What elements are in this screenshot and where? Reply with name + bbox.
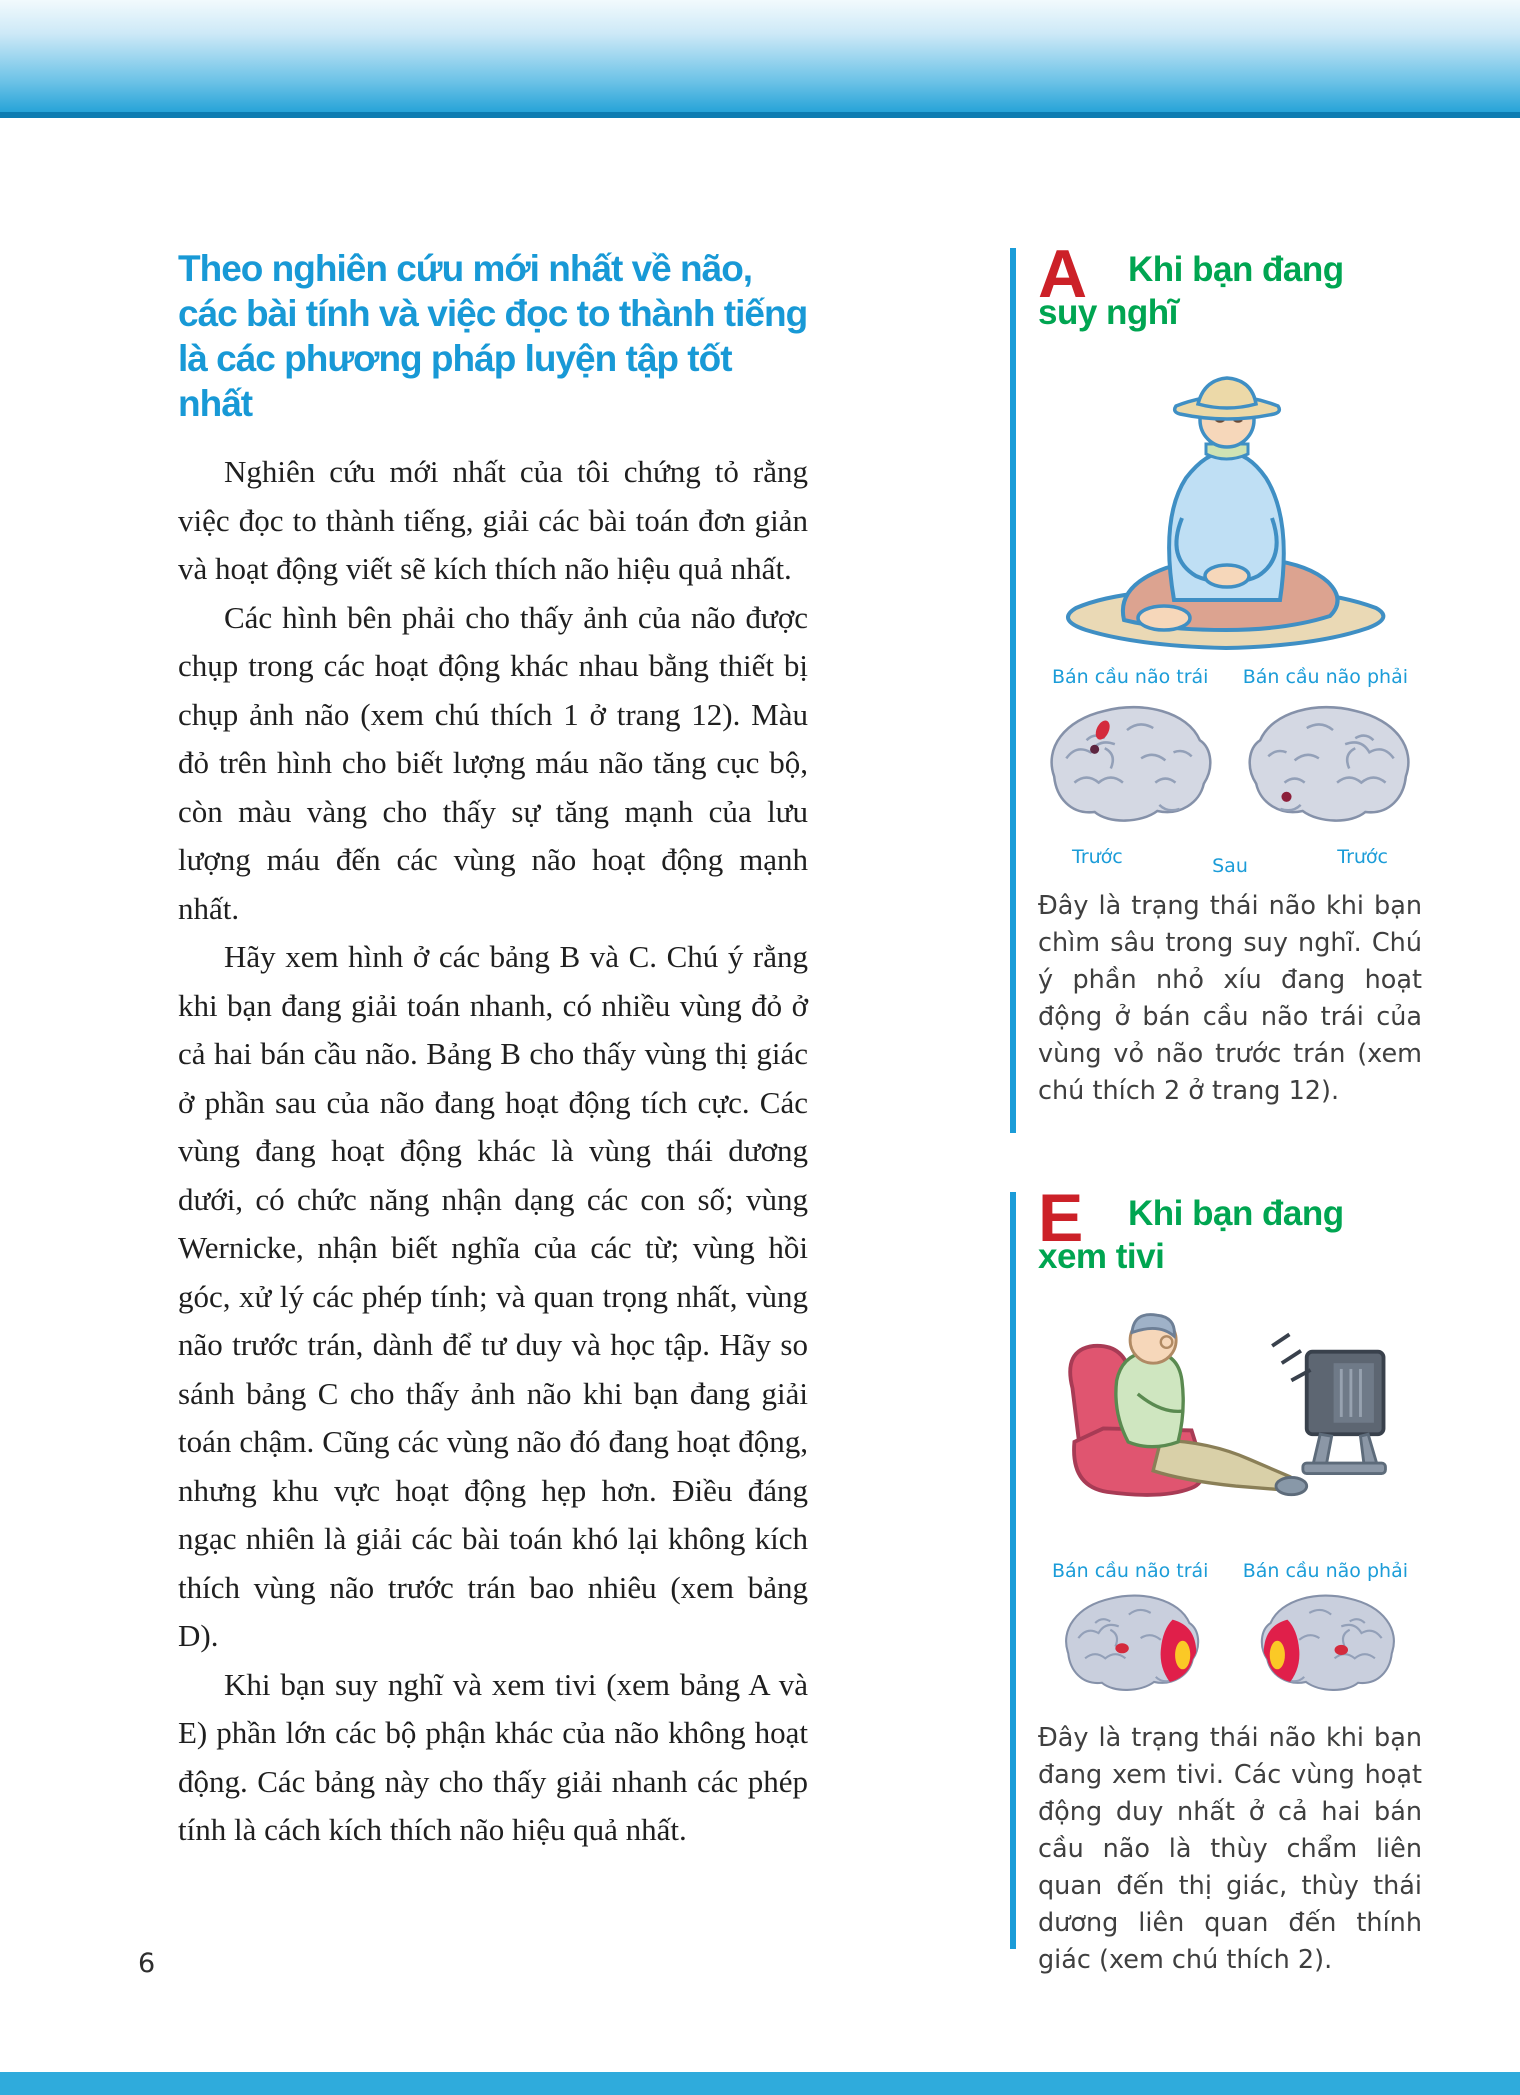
paragraph-4: Khi bạn suy nghĩ và xem tivi (xem bảng A và E) phần lớn các bộ phận khác của não không hoạt động. Các bảng này cho thấy giải nhanh các phép tính là cách kích thích não hiệu quả nhất. (178, 1666, 808, 1847)
top-band-edge-line (0, 112, 1520, 118)
heading-line-2: các bài tính và việc đọc to thành tiếng (178, 293, 808, 334)
panel-a-orientation-labels (1038, 846, 1422, 877)
panel-a-header (1038, 236, 1422, 334)
article-heading (178, 246, 808, 426)
panel-e-brain-images (1038, 1586, 1422, 1708)
brain-left-hemisphere-thinking (1038, 694, 1220, 844)
article-body (178, 448, 808, 1855)
panel-e (1038, 1180, 1422, 1992)
label-left-hemisphere: Bán cầu não trái (1052, 666, 1209, 688)
label-right-hemisphere: Bán cầu não phải (1242, 666, 1408, 688)
panel-a-title-line1: Khi bạn đang (1128, 250, 1344, 289)
panel-a-brain-images (1038, 694, 1422, 844)
brain-right-hemisphere-tv (1237, 1586, 1422, 1708)
panel-e-letter: E (1038, 1180, 1084, 1256)
panel-e-title-line1: Khi bạn đang (1128, 1194, 1344, 1233)
heading-line-1: Theo nghiên cứu mới nhất về não, (178, 248, 753, 289)
panel-a-title-line2: suy nghĩ (1038, 293, 1178, 332)
brain-right-hemisphere-thinking (1240, 694, 1422, 844)
panel-a-title (1038, 248, 1422, 334)
panel-e-rule (1010, 1192, 1016, 1949)
brain-left-hemisphere-tv (1038, 1586, 1223, 1708)
watching-tv-illustration (1038, 1296, 1418, 1541)
panel-a (1038, 236, 1422, 1158)
label-back: Sau (1212, 855, 1248, 877)
panel-a-rule (1010, 248, 1016, 1133)
paragraph-1: Nghiên cứu mới nhất của tôi chứng tỏ rằng việc đọc to thành tiếng, giải các bài toán đơn giản và hoạt động viết sẽ kích thích não hiệu quả nhất. (178, 454, 808, 586)
meditating-person-illustration (1038, 366, 1414, 663)
main-article-column (178, 246, 808, 1855)
label-front-right: Trước (1337, 846, 1388, 868)
panel-a-hemisphere-labels (1038, 666, 1422, 688)
top-gradient-band (0, 0, 1520, 112)
panel-e-title-line2: xem tivi (1038, 1237, 1165, 1276)
label-front-left: Trước (1072, 846, 1123, 868)
panel-a-caption: Đây là trạng thái não khi bạn chìm sâu trong suy nghĩ. Chú ý phần nhỏ xíu đang hoạt động ở bán cầu não trái của vùng vỏ não trước trán (xem chú thích 2 ở trang 12). (1038, 891, 1422, 1106)
label-left-hemisphere: Bán cầu não trái (1052, 1560, 1209, 1582)
label-right-hemisphere: Bán cầu não phải (1242, 1560, 1408, 1582)
heading-line-3: là các phương pháp luyện tập tốt nhất (178, 338, 732, 424)
bottom-band (0, 2072, 1520, 2095)
page-number: 6 (138, 1948, 156, 1979)
panel-e-hemisphere-labels (1038, 1560, 1422, 1582)
paragraph-2: Các hình bên phải cho thấy ảnh của não được chụp trong các hoạt động khác nhau bằng thiết bị chụp ảnh não (xem chú thích 1 ở trang 12). Màu đỏ trên hình cho biết lượng máu não tăng cục bộ, còn màu vàng cho thấy sự tăng mạnh của lưu lượng máu đến các vùng não hoạt động mạnh nhất. (178, 599, 808, 926)
paragraph-3: Hãy xem hình ở các bảng B và C. Chú ý rằng khi bạn đang giải toán nhanh, có nhiều vùng đỏ ở cả hai bán cầu não. Bảng B cho thấy vùng thị giác ở phần sau của não đang hoạt động tích cực. Các vùng đang hoạt động khác là vùng thái dương dưới, có chức năng nhận dạng các con số; vùng Wernicke, nhận biết nghĩa của các từ; vùng hồi góc, xử lý các phép tính; và quan trọng nhất, vùng não trước trán, dành để tư duy và học tập. Hãy so sánh bảng C cho thấy ảnh não khi bạn đang giải toán chậm. Cũng các vùng não đó đang hoạt động, nhưng khu vực hoạt động hẹp hơn. Điều đáng ngạc nhiên là giải các bài toán khó lại không kích thích vùng não trước trán bao nhiêu (xem bảng D). (178, 939, 808, 1653)
panel-e-caption: Đây là trạng thái não khi bạn đang xem tivi. Các vùng hoạt động duy nhất ở cả hai bán cầu não là thùy chẩm liên quan đến thị giác, thùy thái dương liên quan đến thính giác (xem chú thích 2). (1038, 1723, 1422, 1975)
panel-a-letter: A (1038, 236, 1088, 312)
panel-e-title (1038, 1192, 1422, 1278)
panel-e-header (1038, 1180, 1422, 1278)
